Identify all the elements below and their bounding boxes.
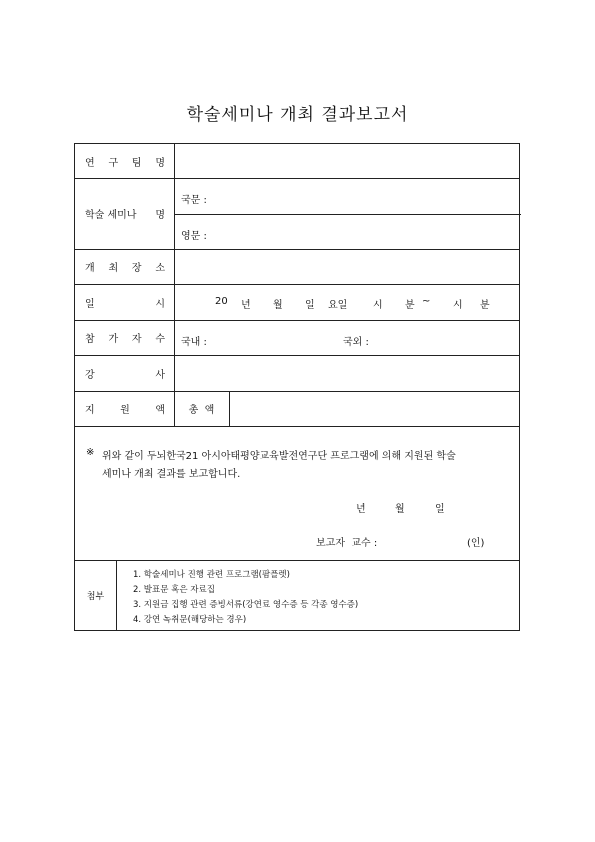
funding-label: 지 원 액 [85, 405, 165, 416]
attachment-label: 첨부 [86, 592, 105, 602]
datetime-day-unit: 일 [305, 300, 315, 311]
row-divider [75, 560, 519, 561]
korean-title-field[interactable] [215, 188, 511, 204]
attachment-divider [116, 560, 117, 631]
total-amount-divider [229, 391, 230, 426]
seminar-name-divider [174, 214, 521, 215]
lecturer-field[interactable] [181, 365, 511, 381]
lecturer-label: 강 사 [85, 369, 165, 381]
datetime-year-prefix: 20 [215, 296, 228, 307]
datetime-month-unit: 월 [273, 300, 283, 311]
notice-text-line2: 세미나 개최 결과를 보고합니다. [102, 469, 241, 480]
datetime-range-tilde: ~ [422, 296, 431, 307]
team-name-field[interactable] [181, 153, 511, 169]
attachment-item: 2. 발표문 혹은 자료집 [133, 585, 215, 595]
datetime-end-minute-unit: 분 [480, 300, 490, 311]
attachment-list [133, 568, 358, 628]
foreign-count-field[interactable] [377, 330, 511, 346]
document-title: 학술세미나 개최 결과보고서 [186, 105, 409, 125]
attachment-item: 1. 학술세미나 진행 관련 프로그램(팜플렛) [133, 570, 290, 580]
reporter-name-field[interactable] [393, 531, 463, 547]
domestic-label: 국내 : [181, 337, 207, 348]
datetime-end-hour-unit: 시 [453, 300, 463, 311]
report-month-unit: 월 [395, 504, 405, 515]
venue-label: 개 최 장 소 [85, 263, 165, 274]
notice-symbol: ※ [86, 447, 95, 458]
team-name-label: 연 구 팀 명 [85, 157, 165, 169]
report-day-unit: 일 [435, 504, 445, 515]
seminar-name-label: 학술 세미나 명 [85, 210, 165, 221]
english-title-label: 영문 : [181, 231, 207, 242]
attachment-item: 3. 지원금 집행 관련 증빙서류(강연료 영수증 등 각종 영수증) [133, 600, 359, 610]
report-year-unit: 년 [356, 504, 366, 515]
total-amount-field[interactable] [237, 401, 511, 417]
datetime-hour-unit: 시 [373, 300, 383, 311]
domestic-count-field[interactable] [215, 330, 335, 346]
korean-title-label: 국문 : [181, 195, 207, 206]
datetime-weekday-unit: 요일 [328, 300, 348, 311]
foreign-label: 국외 : [343, 337, 369, 348]
seal-label: (인) [467, 538, 485, 549]
datetime-minute-unit: 분 [405, 300, 415, 311]
notice-text-line1: 위와 같이 두뇌한국21 아시아태평양교육발전연구단 프로그램에 의해 지원된 학술 [102, 451, 456, 462]
row-divider [75, 426, 519, 427]
venue-field[interactable] [181, 258, 511, 274]
attachment-item: 4. 강연 녹취문(해당하는 경우) [133, 615, 247, 625]
participants-label: 참 가 자 수 [85, 334, 165, 345]
english-title-field[interactable] [215, 224, 511, 240]
datetime-year-unit: 년 [241, 300, 251, 311]
datetime-label: 일 시 [85, 298, 165, 310]
reporter-label: 보고자 교수 : [316, 538, 378, 549]
report-form [74, 143, 520, 631]
total-amount-label: 총 액 [188, 405, 215, 416]
label-column-divider [174, 144, 175, 426]
